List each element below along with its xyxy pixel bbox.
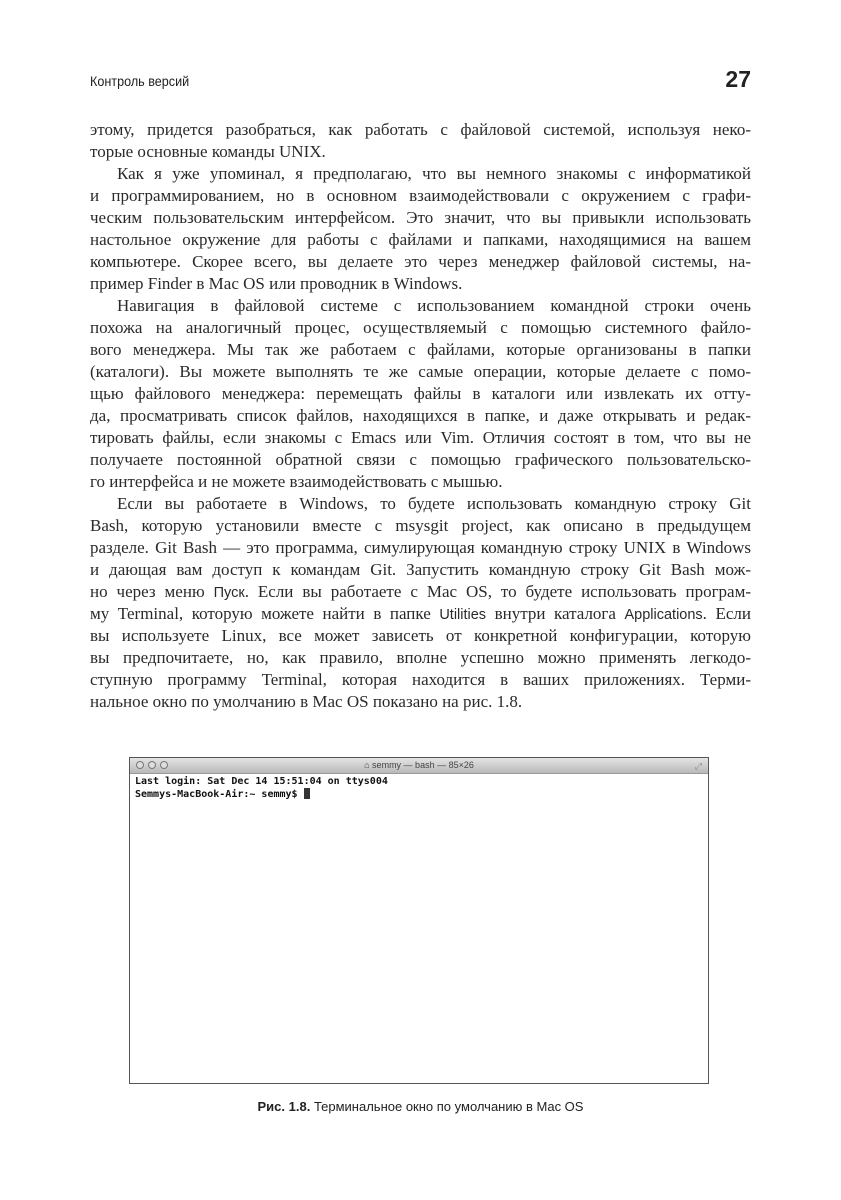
- running-header: Контроль версий: [90, 73, 190, 89]
- text-line: [90, 603, 751, 625]
- paragraph: [90, 163, 751, 295]
- ui-term: Пуск: [213, 585, 245, 601]
- text-line: Bash, которую установили вместе с msysgit project, как описано в предыдущем: [90, 516, 751, 535]
- text-line: этому, придется разобраться, как работать с файловой системой, используя неко-: [90, 120, 751, 139]
- text-line: похожа на аналогичный процес, осуществляемый с помощью системного файло-: [90, 318, 751, 337]
- zoom-icon: [160, 761, 168, 769]
- caption-label: Рис. 1.8.: [257, 1099, 311, 1114]
- text-line: компьютере. Скорее всего, вы делаете это через менеджер файловой системы, на-: [90, 252, 751, 271]
- text-line: ступную программу Terminal, которая находится в ваших приложениях. Терми-: [90, 670, 751, 689]
- terminal-line: Last login: Sat Dec 14 15:51:04 on ttys004: [135, 776, 388, 787]
- text-line: Как я уже упоминал, я предполагаю, что вы немного знакомы с информатикой: [117, 164, 751, 183]
- minimize-icon: [148, 761, 156, 769]
- text-run: . Если вы работаете с Mac OS, то будете использовать програм-: [244, 582, 752, 601]
- text-run: внутри каталога: [486, 604, 625, 623]
- text-line: тировать файлы, если знакомы с Emacs или Vim. Отличия состоят в том, что вы не: [90, 428, 751, 447]
- ui-term: Applications: [624, 607, 703, 623]
- body-text: [90, 119, 751, 713]
- text-line: (каталоги). Вы можете выполнять те же самые операции, которые делаете с помо-: [90, 362, 751, 381]
- text-line: щью файлового менеджера: перемещать файлы в каталоги или извлекать их отту-: [90, 384, 751, 403]
- text-line: вы используете Linux, все может зависеть от конкретной конфигурации, которую: [90, 626, 751, 645]
- text-line: получаете постоянной обратной связи с помощью графического пользовательско-: [90, 450, 751, 469]
- caption-text: Терминальное окно по умолчанию в Mac OS: [310, 1099, 584, 1114]
- terminal-prompt: Semmys-MacBook-Air:~ semmy$: [135, 789, 304, 800]
- text-line: [90, 581, 751, 603]
- text-line: го интерфейса и не можете взаимодействовать с мышью.: [90, 472, 503, 491]
- text-line: разделе. Git Bash — это программа, симулирующая командную строку UNIX в Windows: [90, 538, 751, 557]
- close-icon: [136, 761, 144, 769]
- text-line: вы предпочитаете, но, как правило, вполне успешно можно применять легкодо-: [90, 648, 751, 667]
- text-run: . Если: [702, 604, 751, 623]
- terminal-line: [135, 788, 703, 801]
- paragraph: [90, 119, 751, 163]
- text-line: и программированием, но в основном взаимодействовали с окружением с графи-: [90, 186, 751, 205]
- terminal-title: ⌂ semmy — bash — 85×26: [364, 760, 474, 770]
- fullscreen-icon: ⤢: [694, 761, 702, 771]
- ui-term: Utilities: [439, 607, 487, 623]
- text-line: торые основные команды UNIX.: [90, 142, 326, 161]
- terminal-window-figure: [129, 757, 709, 1084]
- cursor-icon: [304, 788, 310, 799]
- page-number: 27: [725, 66, 751, 92]
- text-line: да, просматривать список файлов, находящихся в папке, и даже открывать и редак-: [90, 406, 751, 425]
- text-line: настольное окружение для работы с файлами и папками, находящимися на вашем: [90, 230, 751, 249]
- text-run: му Terminal, которую можете найти в папке: [90, 604, 440, 623]
- window-controls: [136, 761, 168, 769]
- text-line: Навигация в файловой системе с использованием командной строки очень: [117, 296, 751, 315]
- text-run: но через меню: [90, 582, 214, 601]
- text-line: нальное окно по умолчанию в Mac OS показано на рис. 1.8.: [90, 692, 523, 711]
- text-line: пример Finder в Mac OS или проводник в Windows.: [90, 274, 463, 293]
- text-line: и дающая вам доступ к командам Git. Запустить командную строку Git Bash мож-: [90, 560, 751, 579]
- paragraph: [90, 493, 751, 713]
- text-line: Если вы работаете в Windows, то будете использовать командную строку Git: [117, 494, 751, 513]
- figure-caption: [0, 1099, 841, 1114]
- terminal-title-bar: [130, 758, 708, 774]
- terminal-output: [130, 774, 708, 803]
- text-line: ческим пользовательским интерфейсом. Это значит, что вы привыкли использовать: [90, 208, 751, 227]
- text-line: вого менеджера. Мы так же работаем с файлами, которые организованы в папки: [90, 340, 751, 359]
- paragraph: [90, 295, 751, 493]
